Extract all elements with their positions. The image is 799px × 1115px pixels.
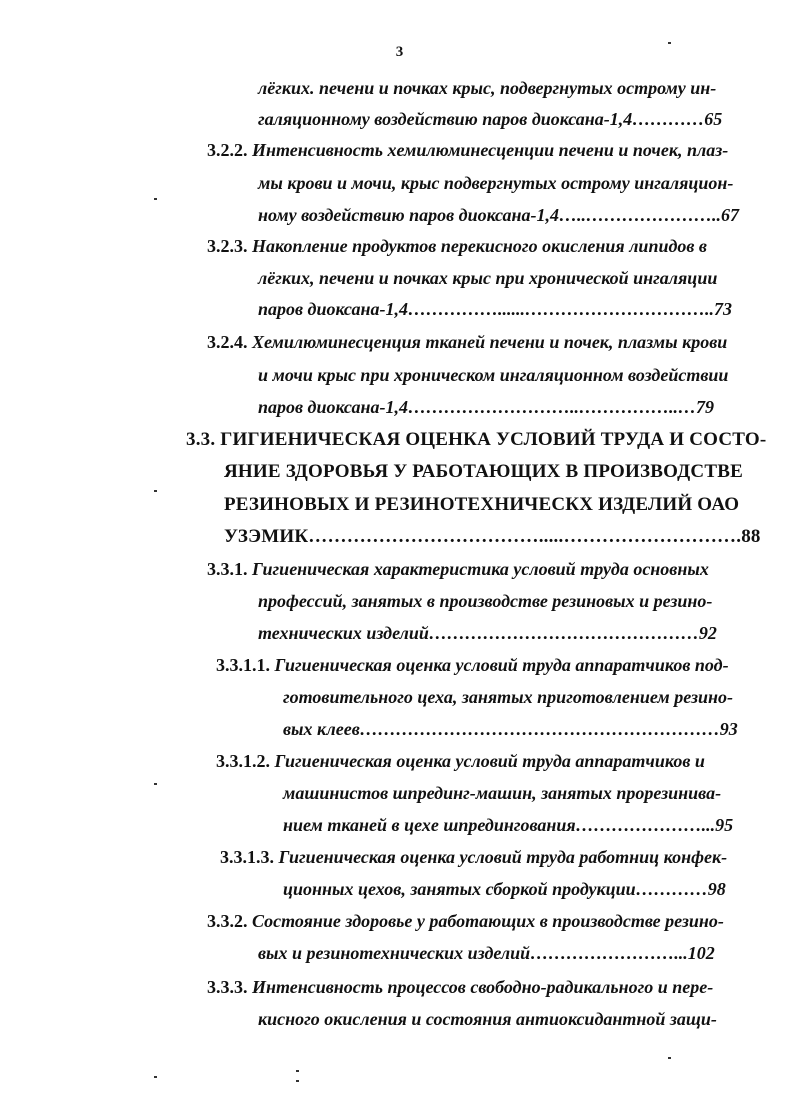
toc-number: 3.3.1. (207, 559, 252, 579)
toc-line: вых клеев……………………………………………………93 (283, 719, 738, 739)
scan-speck (296, 1080, 299, 1082)
toc-line: кисного окисления и состояния антиоксидантной защи- (258, 1009, 717, 1029)
toc-line: паров диоксана-1,4……………......…………………………..73 (258, 299, 732, 319)
scan-speck (296, 1070, 299, 1072)
toc-entry-3-3-1-1: 3.3.1.1. Гигиеническая оценка условий труда аппаратчиков под- (216, 655, 729, 675)
toc-line: ному воздействию паров диоксана-1,4…..…………………..67 (258, 205, 740, 225)
toc-line: нием тканей в цехе шпредингования…………………...95 (283, 815, 734, 835)
toc-number: 3.3.1.3. (220, 847, 279, 867)
toc-number: 3.3.1.1. (216, 655, 275, 675)
scan-speck (154, 1076, 157, 1078)
toc-entry-3-2-2: 3.2.2. Интенсивность хемилюминесценции печени и почек, плаз- (207, 140, 729, 160)
scan-speck (154, 783, 157, 785)
toc-entry-3-3-1-2: 3.3.1.2. Гигиеническая оценка условий труда аппаратчиков и (216, 751, 705, 771)
toc-entry-3-2-4: 3.2.4. Хемилюминесценция тканей печени и почек, плазмы крови (207, 332, 728, 352)
scan-speck (668, 1057, 671, 1059)
toc-line: паров диоксана-1,4………………………..……………..…79 (258, 397, 714, 417)
toc-line: профессий, занятых в производстве резиновых и резино- (258, 591, 713, 611)
toc-line: ционных цехов, занятых сборкой продукции…………98 (283, 879, 726, 899)
toc-line: мы крови и мочи, крыс подвергнутых острому ингаляцион- (258, 173, 734, 193)
toc-line: лёгких. печени и почках крыс, подвергнутых острому ин- (258, 78, 717, 98)
toc-entry-3-3-2: 3.3.2. Состояние здоровье у работающих в производстве резино- (207, 911, 724, 931)
page-number: 3 (395, 44, 404, 60)
toc-number: 3.3.3. (207, 977, 252, 997)
toc-section-3-3: 3.3. ГИГИЕНИЧЕСКАЯ ОЦЕНКА УСЛОВИЙ ТРУДА И СОСТО- (186, 429, 767, 450)
toc-line: вых и резинотехнических изделий……………………...102 (258, 943, 715, 963)
toc-line: технических изделий………………………………………92 (258, 623, 717, 643)
toc-entry-3-3-3: 3.3.3. Интенсивность процессов свободно-радикального и пере- (207, 977, 714, 997)
scan-speck (668, 42, 671, 44)
toc-line: лёгких, печени и почках крыс при хронической ингаляции (258, 268, 718, 288)
toc-entry-3-3-1-3: 3.3.1.3. Гигиеническая оценка условий труда работниц конфек- (220, 847, 728, 867)
toc-entry-3-2-3: 3.2.3. Накопление продуктов перекисного окисления липидов в (207, 236, 707, 256)
toc-number: 3.3.2. (207, 911, 252, 931)
toc-number: 3.2.2. (207, 140, 252, 160)
toc-entry-3-3-1: 3.3.1. Гигиеническая характеристика условий труда основных (207, 559, 709, 579)
toc-line: РЕЗИНОВЫХ И РЕЗИНОТЕХНИЧЕСКХ ИЗДЕЛИЙ ОАО (224, 494, 740, 515)
toc-number: 3.2.4. (207, 332, 252, 352)
toc-line: галяционному воздействию паров диоксана-1,4…………65 (258, 109, 723, 129)
toc-line: и мочи крыс при хроническом ингаляционном воздействии (258, 365, 729, 385)
toc-number: 3.3.1.2. (216, 751, 275, 771)
scan-speck (154, 198, 157, 200)
toc-line: ЯНИЕ ЗДОРОВЬЯ У РАБОТАЮЩИХ В ПРОИЗВОДСТВЕ (224, 461, 743, 482)
toc-line: УЗЭМИК……………………………….....……………………….88 (224, 526, 761, 547)
toc-number: 3.2.3. (207, 236, 252, 256)
toc-line: машинистов шпрединг-машин, занятых прорезинива- (283, 783, 722, 803)
toc-line: готовительного цеха, занятых приготовлением резино- (283, 687, 734, 707)
scan-speck (154, 490, 157, 492)
